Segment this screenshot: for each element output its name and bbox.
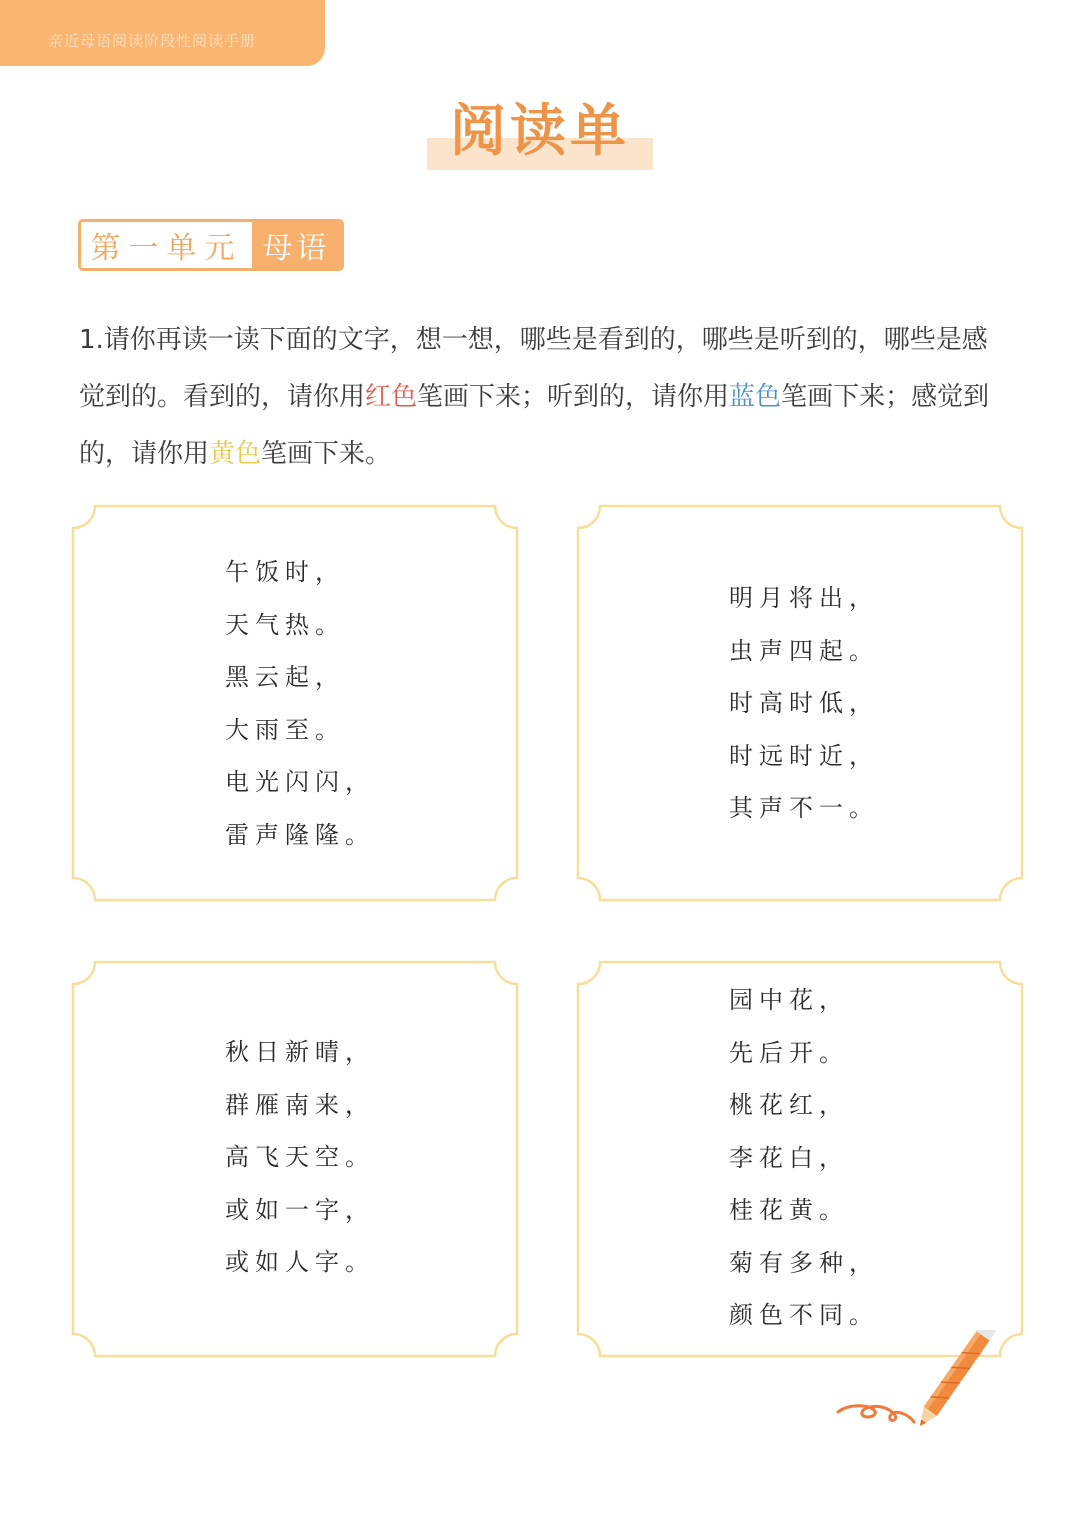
poem-line: 天气热。 bbox=[225, 610, 345, 639]
blue-pen-word: 蓝色 bbox=[729, 382, 782, 412]
unit-label: 第一单元 bbox=[81, 222, 252, 268]
unit-name: 母语 bbox=[252, 222, 341, 268]
unit-badge bbox=[78, 219, 344, 271]
red-pen-word: 红色 bbox=[365, 382, 418, 412]
poem-line: 高飞天空。 bbox=[225, 1143, 375, 1171]
poem-card-3 bbox=[71, 960, 519, 1358]
poem-line: 午饭时， bbox=[225, 558, 345, 586]
page-title: 阅读单 bbox=[450, 98, 630, 164]
poem-card-2 bbox=[576, 504, 1024, 902]
poem-line: 先后开。 bbox=[729, 1038, 849, 1067]
poem-lines bbox=[729, 572, 879, 835]
poem-line: 大雨至。 bbox=[225, 715, 345, 744]
poem-line: 其声不一。 bbox=[729, 794, 879, 822]
poem-line: 黑云起， bbox=[225, 663, 345, 691]
poem-line: 桂花黄。 bbox=[729, 1196, 849, 1224]
poem-line: 明月将出， bbox=[729, 584, 879, 612]
instruction-text-1: 1.请你再读一读下面的文字，想一想，哪些是看到的，哪些是听到的，哪些是感觉到的。看到的，请你用 bbox=[79, 325, 988, 412]
poem-card-1 bbox=[71, 504, 519, 902]
poem-line: 时高时低， bbox=[729, 689, 879, 717]
instruction-text-3: 笔画下来；感觉到的，请你用 bbox=[79, 382, 990, 469]
poem-line: 李花白， bbox=[729, 1143, 849, 1172]
poem-line: 群雁南来， bbox=[225, 1090, 375, 1119]
instruction-text-2: 笔画下来；听到的，请你用 bbox=[417, 382, 730, 412]
poem-line: 或如一字， bbox=[225, 1195, 375, 1224]
poem-lines bbox=[225, 1026, 375, 1289]
poem-line: 菊有多种， bbox=[729, 1248, 879, 1277]
poem-line: 电光闪闪， bbox=[225, 768, 375, 796]
yellow-pen-word: 黄色 bbox=[209, 439, 262, 469]
header-tab-text: 亲近母语阅读阶段性阅读手册 bbox=[48, 32, 257, 50]
poem-line: 颜色不同。 bbox=[729, 1301, 879, 1329]
poem-line: 秋日新晴， bbox=[225, 1038, 375, 1066]
page-title-block bbox=[427, 96, 653, 172]
poem-lines bbox=[729, 974, 879, 1342]
poem-line: 桃花红， bbox=[729, 1091, 849, 1119]
poem-line: 时远时近， bbox=[729, 741, 879, 770]
poem-lines bbox=[225, 546, 375, 861]
pencil-icon bbox=[828, 1330, 998, 1440]
instruction-text-4: 笔画下来。 bbox=[261, 439, 392, 469]
poem-line: 雷声隆隆。 bbox=[225, 820, 375, 849]
header-tab bbox=[0, 0, 325, 66]
poem-line: 或如人字。 bbox=[225, 1248, 375, 1276]
poem-line: 园中花， bbox=[729, 986, 849, 1014]
instructions bbox=[79, 312, 1009, 483]
poem-line: 虫声四起。 bbox=[729, 636, 879, 665]
poem-card-4 bbox=[576, 960, 1024, 1358]
